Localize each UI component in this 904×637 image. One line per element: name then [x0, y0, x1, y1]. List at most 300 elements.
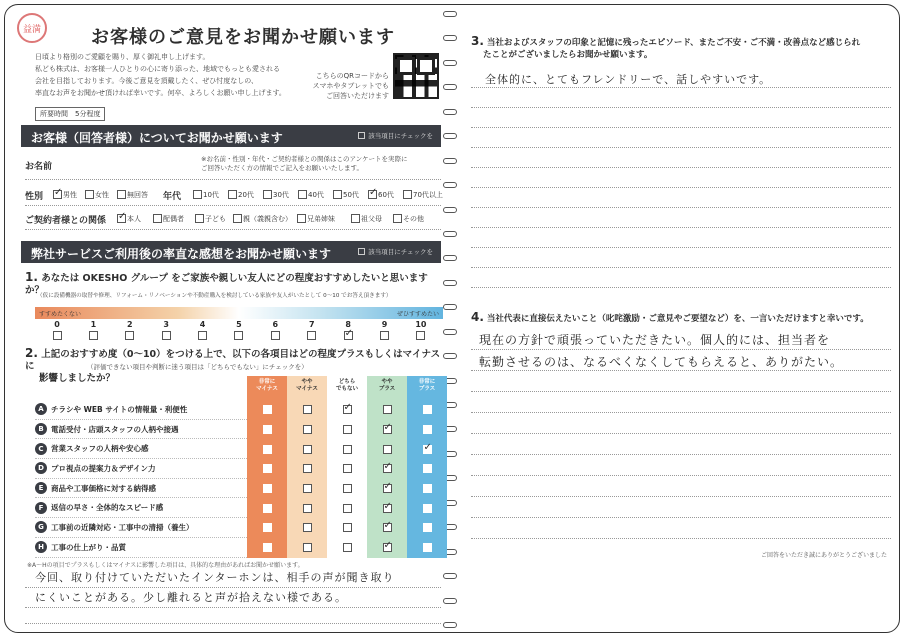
- check-note-text: 該当項目にチェックを: [368, 248, 433, 256]
- binding-hole: [443, 182, 457, 188]
- checkbox[interactable]: [403, 190, 412, 199]
- checkbox[interactable]: [233, 214, 242, 223]
- checkbox[interactable]: [263, 523, 272, 532]
- checkbox[interactable]: [383, 504, 392, 513]
- relation-label: ご契約者様との関係: [25, 216, 107, 226]
- checkbox[interactable]: [303, 484, 312, 493]
- answer-line[interactable]: [471, 287, 891, 288]
- grid-cell: [407, 498, 447, 518]
- grid-cell: [407, 439, 447, 459]
- answer-line[interactable]: [471, 167, 891, 168]
- checkbox[interactable]: [53, 190, 62, 199]
- option[interactable]: [228, 190, 254, 200]
- name-note-line: ご回答いただく方の情報でご記入をお願いいたします。: [201, 164, 363, 172]
- checkbox[interactable]: [153, 214, 162, 223]
- section-title: 弊社サービスご利用後の率直な感想をお聞かせ願います: [31, 247, 332, 261]
- answer-line[interactable]: [471, 247, 891, 248]
- checkbox[interactable]: [195, 214, 204, 223]
- answer-line[interactable]: [25, 623, 441, 624]
- checkbox[interactable]: [423, 523, 432, 532]
- grid-row: [35, 518, 447, 538]
- grid-item: [35, 538, 247, 558]
- answer-line[interactable]: [471, 87, 891, 88]
- checkbox[interactable]: [297, 214, 306, 223]
- option[interactable]: [263, 190, 289, 200]
- checkbox[interactable]: [423, 405, 432, 414]
- checkbox[interactable]: [383, 523, 392, 532]
- scale-option[interactable]: [156, 320, 176, 340]
- item-label: プロ視点の提案力＆デザイン力: [51, 463, 156, 473]
- answer-line[interactable]: [471, 454, 891, 455]
- binding-hole: [443, 35, 457, 41]
- grid-cell: [287, 459, 327, 479]
- checkbox[interactable]: [423, 445, 432, 454]
- grid-cell: [367, 459, 407, 479]
- binding-hole: [443, 255, 457, 261]
- item-letter-badge: H: [35, 541, 47, 553]
- qr-text-line: スマホやタブレットでも: [312, 82, 389, 90]
- grid-cell: [367, 439, 407, 459]
- q4-title: [471, 311, 895, 325]
- checkbox-icon: [358, 132, 365, 139]
- option-label: 60代: [378, 191, 394, 199]
- checkbox[interactable]: [423, 504, 432, 513]
- grid-cell: [287, 439, 327, 459]
- section-bar-feedback: [21, 241, 441, 263]
- item-label: 工事前の近隣対応・工事中の清掃（養生）: [51, 522, 194, 532]
- checkbox[interactable]: [89, 331, 98, 340]
- option-label: 男性: [63, 191, 77, 199]
- name-field[interactable]: [25, 179, 441, 180]
- closing-text: ご回答をいただき誠にありがとうございました: [760, 552, 887, 559]
- divider: [25, 229, 441, 230]
- grid-cell: [287, 400, 327, 420]
- grid-cell: [407, 420, 447, 440]
- answer-line[interactable]: [471, 187, 891, 188]
- answer-line[interactable]: [471, 538, 891, 539]
- q2-sub: （評価できない項目や判断に迷う項目は「どちらでもない」にチェックを）: [87, 363, 308, 371]
- grid-cell: [247, 400, 287, 420]
- option[interactable]: [85, 190, 109, 200]
- intro-line: 率直なお声をお聞かせ頂ければ幸いです。何卒、よろしくお願い申し上げます。: [35, 89, 286, 97]
- checkbox[interactable]: [380, 331, 389, 340]
- right-page: [467, 11, 895, 626]
- q4-number: 4.: [471, 310, 484, 324]
- option-label: 無回答: [127, 191, 148, 199]
- answer-line[interactable]: [25, 607, 441, 608]
- binding-hole: [443, 133, 457, 139]
- scale-number: 6: [272, 320, 279, 329]
- checkbox[interactable]: [423, 464, 432, 473]
- binding-hole: [443, 158, 457, 164]
- checkbox[interactable]: [423, 484, 432, 493]
- grid-item: [35, 400, 247, 420]
- option[interactable]: [117, 190, 148, 200]
- option-label: 20代: [238, 191, 254, 199]
- grid-row: [35, 498, 447, 518]
- answer-line[interactable]: [471, 227, 891, 228]
- name-note: [201, 155, 441, 173]
- grid-cell: [407, 459, 447, 479]
- scale-option[interactable]: [83, 320, 103, 340]
- item-label: 工事の仕上がり・品質: [51, 542, 126, 552]
- answer-line[interactable]: [471, 147, 891, 148]
- checkbox[interactable]: [198, 331, 207, 340]
- checkbox[interactable]: [303, 464, 312, 473]
- scale-option[interactable]: [120, 320, 140, 340]
- option[interactable]: [393, 214, 424, 224]
- grid-cell: [247, 479, 287, 499]
- q2-text: 上記のおすすめ度（0〜10）をつける上で、以下の各項目はどの程度プラスもしくはマイナスに: [25, 349, 441, 372]
- grid-row: [35, 439, 447, 459]
- checkbox[interactable]: [383, 425, 392, 434]
- check-note-text: 該当項目にチェックを: [368, 132, 433, 140]
- option-label: 本人: [127, 215, 141, 223]
- q1-sub: （仮に設備機器の取替や修理、リフォーム・リノベーションや不動産購入を検討している家族や友人がいたとして 0〜10 でお答え頂きます）: [37, 293, 392, 299]
- checkbox[interactable]: [228, 190, 237, 199]
- checkbox[interactable]: [303, 504, 312, 513]
- qr-text-line: こちらのQRコードから: [315, 72, 389, 80]
- scale-option[interactable]: [47, 320, 67, 340]
- checkbox[interactable]: [343, 523, 352, 532]
- option[interactable]: [333, 190, 359, 200]
- scale-option[interactable]: [338, 320, 358, 340]
- binding-hole: [443, 329, 457, 335]
- answer-line[interactable]: [471, 496, 891, 497]
- grid-row: [35, 420, 447, 440]
- handwritten-answer: 全体的に、とてもフレンドリーで、話しやすいです。: [485, 73, 772, 86]
- binding-hole: [443, 573, 457, 579]
- checkbox[interactable]: [344, 331, 353, 340]
- grid-cell: [327, 498, 367, 518]
- option-label: 祖父母: [361, 215, 382, 223]
- item-letter-badge: G: [35, 521, 47, 533]
- grid-cell: [327, 538, 367, 558]
- item-label: 商品や工事価格に対する納得感: [51, 483, 156, 493]
- checkbox[interactable]: [343, 425, 352, 434]
- impact-grid: [35, 376, 447, 558]
- answer-line[interactable]: [471, 433, 891, 434]
- grid-item: [35, 479, 247, 499]
- binding-hole: [443, 109, 457, 115]
- grid-item: [35, 420, 247, 440]
- checkbox[interactable]: [263, 543, 272, 552]
- nps-scale: [35, 307, 443, 341]
- checkbox[interactable]: [263, 504, 272, 513]
- option-label: 子ども: [205, 215, 226, 223]
- checkbox[interactable]: [383, 464, 392, 473]
- answer-line[interactable]: [471, 517, 891, 518]
- checkbox[interactable]: [162, 331, 171, 340]
- option[interactable]: [193, 190, 219, 200]
- answer-line[interactable]: [471, 370, 891, 371]
- grid-row: [35, 479, 447, 499]
- answer-line[interactable]: [471, 391, 891, 392]
- answer-line[interactable]: [25, 587, 441, 588]
- scale-options: [35, 320, 443, 340]
- grid-cell: [247, 439, 287, 459]
- q3-text: たことがございましたらお聞かせ願います。: [483, 50, 653, 60]
- check-note: [358, 131, 433, 140]
- section-title: お客様（回答者様）についてお聞かせ願います: [31, 131, 283, 145]
- qr-text: [303, 71, 389, 101]
- grid-cell: [327, 400, 367, 420]
- item-label: 営業スタッフの人柄や安心感: [51, 444, 149, 454]
- option[interactable]: [195, 214, 226, 224]
- handwritten-answer: 現在の方針で頑張っていただきたい。個人的には、担当者を: [479, 333, 831, 347]
- checkbox[interactable]: [343, 464, 352, 473]
- option-label: 10代: [203, 191, 219, 199]
- q4-text: 当社代表に直接伝えたいこと（叱咤激励・ご意見やご要望など）を、一言いただけますと幸いです。: [486, 314, 869, 324]
- item-label: 返信の早さ・全体的なスピード感: [51, 503, 164, 513]
- binding-hole: [443, 11, 457, 17]
- item-letter-badge: A: [35, 403, 47, 415]
- answer-line[interactable]: [471, 412, 891, 413]
- grid-item: [35, 459, 247, 479]
- checkbox[interactable]: [303, 523, 312, 532]
- answer-line[interactable]: [471, 207, 891, 208]
- grid-cell: [247, 420, 287, 440]
- time-required: 所要時間 5分程度: [35, 107, 105, 121]
- item-letter-badge: E: [35, 482, 47, 494]
- option-label: 親（義親含む）: [243, 215, 292, 223]
- age-label: 年代: [163, 192, 182, 202]
- checkbox[interactable]: [117, 214, 126, 223]
- answer-line[interactable]: [471, 475, 891, 476]
- grid-column-header: 非常に プラス: [407, 376, 447, 400]
- grid-cell: [247, 518, 287, 538]
- option[interactable]: [298, 190, 324, 200]
- handwritten-answer: 転勤させるのは、なるべくなくしてもらえると、ありがたい。: [479, 355, 844, 369]
- answer-line[interactable]: [471, 349, 891, 350]
- q3-text: 当社およびスタッフの印象と記憶に残ったエピソード、またご不安・ご不満・改善点など感じられ: [486, 38, 861, 48]
- checkbox[interactable]: [343, 504, 352, 513]
- checkbox[interactable]: [263, 405, 272, 414]
- checkbox[interactable]: [85, 190, 94, 199]
- scale-number: 4: [199, 320, 206, 329]
- checkbox-icon: [358, 248, 365, 255]
- binding-hole: [443, 304, 457, 310]
- scale-number: 2: [126, 320, 133, 329]
- intro-text: [35, 51, 305, 99]
- intro-line: 私ども株式は、お客様一人ひとりの心に寄り添った、地域でもっとも愛される: [35, 65, 280, 73]
- grid-header: [35, 376, 447, 400]
- scale-option[interactable]: [302, 320, 322, 340]
- checkbox[interactable]: [234, 331, 243, 340]
- grid-cell: [367, 538, 407, 558]
- grid-item: [35, 498, 247, 518]
- checkbox[interactable]: [53, 331, 62, 340]
- scale-left-label: すすめたくない: [39, 311, 82, 318]
- company-seal: 益満: [17, 13, 47, 43]
- q3-number: 3.: [471, 34, 484, 48]
- checkbox[interactable]: [263, 464, 272, 473]
- divider: [25, 205, 441, 206]
- q2-number: 2.: [25, 346, 38, 360]
- checkbox[interactable]: [333, 190, 342, 199]
- grid-cell: [407, 518, 447, 538]
- checkbox[interactable]: [117, 190, 126, 199]
- handwritten-answer: にくいことがある。少し離れると声が拾えない様である。: [35, 591, 347, 604]
- option[interactable]: [153, 214, 184, 224]
- option[interactable]: [351, 214, 382, 224]
- checkbox[interactable]: [351, 214, 360, 223]
- scale-number: 3: [163, 320, 169, 329]
- binding-hole: [443, 622, 457, 628]
- survey-sheet: [4, 4, 900, 633]
- option-label: 50代: [343, 191, 359, 199]
- option-label: その他: [403, 215, 424, 223]
- scale-number: 8: [345, 320, 351, 329]
- scale-number: 0: [54, 320, 60, 329]
- checkbox[interactable]: [368, 190, 377, 199]
- grid-cell: [407, 400, 447, 420]
- grid-row: [35, 538, 447, 558]
- checkbox[interactable]: [343, 445, 352, 454]
- scale-number: 7: [308, 320, 315, 329]
- grid-cell: [407, 538, 447, 558]
- scale-option[interactable]: [229, 320, 249, 340]
- binding-hole: [443, 280, 457, 286]
- scale-number: 1: [90, 320, 97, 329]
- checkbox[interactable]: [263, 190, 272, 199]
- binding-hole: [443, 84, 457, 90]
- grid-cell: [247, 538, 287, 558]
- checkbox[interactable]: [383, 405, 392, 414]
- checkbox[interactable]: [303, 405, 312, 414]
- checkbox[interactable]: [263, 445, 272, 454]
- option[interactable]: [233, 214, 292, 224]
- grid-cell: [327, 479, 367, 499]
- grid-cell: [367, 400, 407, 420]
- answer-line[interactable]: [471, 267, 891, 268]
- intro-line: 日頃より格別のご愛顧を賜り、厚く御礼申し上げます。: [35, 53, 210, 61]
- item-letter-badge: C: [35, 443, 47, 455]
- grid-cell: [367, 518, 407, 538]
- binding-hole: [443, 598, 457, 604]
- grid-item: [35, 518, 247, 538]
- checkbox[interactable]: [423, 543, 432, 552]
- grid-cell: [367, 420, 407, 440]
- item-letter-badge: D: [35, 462, 47, 474]
- option-label: 女性: [95, 191, 109, 199]
- name-label: お名前: [25, 162, 53, 172]
- checkbox[interactable]: [193, 190, 202, 199]
- option-label: 70代以上: [413, 191, 443, 199]
- item-label: チラシや WEB サイトの情報量・利便性: [51, 404, 188, 414]
- gender-label: 性別: [25, 192, 44, 202]
- check-note: [358, 247, 433, 256]
- binding-hole: [443, 353, 457, 359]
- grid-cell: [327, 518, 367, 538]
- binding-hole: [443, 207, 457, 213]
- handwritten-answer: 今回、取り付けていただいたインターホンは、相手の声が聞き取り: [35, 571, 395, 584]
- grid-cell: [327, 420, 367, 440]
- q2-text: 影響しましたか？: [39, 373, 116, 384]
- checkbox[interactable]: [125, 331, 134, 340]
- checkbox[interactable]: [303, 425, 312, 434]
- scale-option[interactable]: [193, 320, 213, 340]
- scale-option[interactable]: [265, 320, 285, 340]
- scale-number: 10: [415, 320, 427, 329]
- grid-cell: [327, 459, 367, 479]
- grid-header-spacer: [35, 376, 247, 400]
- option[interactable]: [297, 214, 335, 224]
- grid-cell: [327, 439, 367, 459]
- qr-text-line: ご回答いただけます: [326, 92, 389, 100]
- option[interactable]: [53, 190, 77, 200]
- item-label: 電話受付・店頭スタッフの人柄や接遇: [51, 424, 179, 434]
- checkbox[interactable]: [383, 543, 392, 552]
- checkbox[interactable]: [263, 484, 272, 493]
- option-label: 30代: [273, 191, 289, 199]
- section-bar-respondent: [21, 125, 441, 147]
- name-note-line: ※お名前・性別・年代・ご契約者様との関係はこのアンケートを実際に: [201, 155, 408, 163]
- checkbox[interactable]: [343, 405, 352, 414]
- item-letter-badge: B: [35, 423, 47, 435]
- checkbox[interactable]: [416, 331, 425, 340]
- page-title: お客様のご意見をお聞かせ願います: [91, 27, 395, 48]
- option-label: 兄弟姉妹: [307, 215, 335, 223]
- scale-option[interactable]: [411, 320, 431, 340]
- checkbox[interactable]: [298, 190, 307, 199]
- answer-line[interactable]: [471, 107, 891, 108]
- grid-cell: [287, 479, 327, 499]
- checkbox[interactable]: [423, 425, 432, 434]
- scale-right-label: ぜひすすめたい: [396, 311, 439, 318]
- checkbox[interactable]: [343, 484, 352, 493]
- q1-text: あなたは OKESHO グループ をご家族や親しい友人にどの程度おすすめしたいと思いますか？: [25, 273, 428, 296]
- grid-row: [35, 459, 447, 479]
- grid-cell: [367, 498, 407, 518]
- checkbox[interactable]: [303, 445, 312, 454]
- grid-row: [35, 400, 447, 420]
- q3-title: [471, 35, 895, 61]
- intro-line: 会社を目指しております。今後ご意見を頂戴したく、ぜひ忖度なしの、: [35, 77, 259, 85]
- checkbox[interactable]: [303, 543, 312, 552]
- checkbox[interactable]: [263, 425, 272, 434]
- checkbox[interactable]: [393, 214, 402, 223]
- grid-cell: [287, 538, 327, 558]
- grid-cell: [287, 498, 327, 518]
- item-letter-badge: F: [35, 502, 47, 514]
- checkbox[interactable]: [271, 331, 280, 340]
- grid-body: [35, 400, 447, 558]
- grid-column-header: どちら でもない: [327, 376, 367, 400]
- binding-hole: [443, 231, 457, 237]
- grid-cell: [367, 479, 407, 499]
- checkbox[interactable]: [343, 543, 352, 552]
- checkbox[interactable]: [383, 484, 392, 493]
- scale-option[interactable]: [375, 320, 395, 340]
- grid-cell: [247, 498, 287, 518]
- answer-line[interactable]: [471, 127, 891, 128]
- binding-hole: [443, 60, 457, 66]
- checkbox[interactable]: [307, 331, 316, 340]
- grid-cell: [247, 459, 287, 479]
- scale-number: 9: [381, 320, 388, 329]
- option[interactable]: [117, 214, 141, 224]
- grid-item: [35, 439, 247, 459]
- option[interactable]: [403, 190, 443, 200]
- option-label: 40代: [308, 191, 324, 199]
- scale-number: 5: [236, 320, 242, 329]
- qr-code[interactable]: [393, 53, 439, 99]
- grid-column-header: やや マイナス: [287, 376, 327, 400]
- checkbox[interactable]: [383, 445, 392, 454]
- option-label: 配偶者: [163, 215, 184, 223]
- option[interactable]: [368, 190, 394, 200]
